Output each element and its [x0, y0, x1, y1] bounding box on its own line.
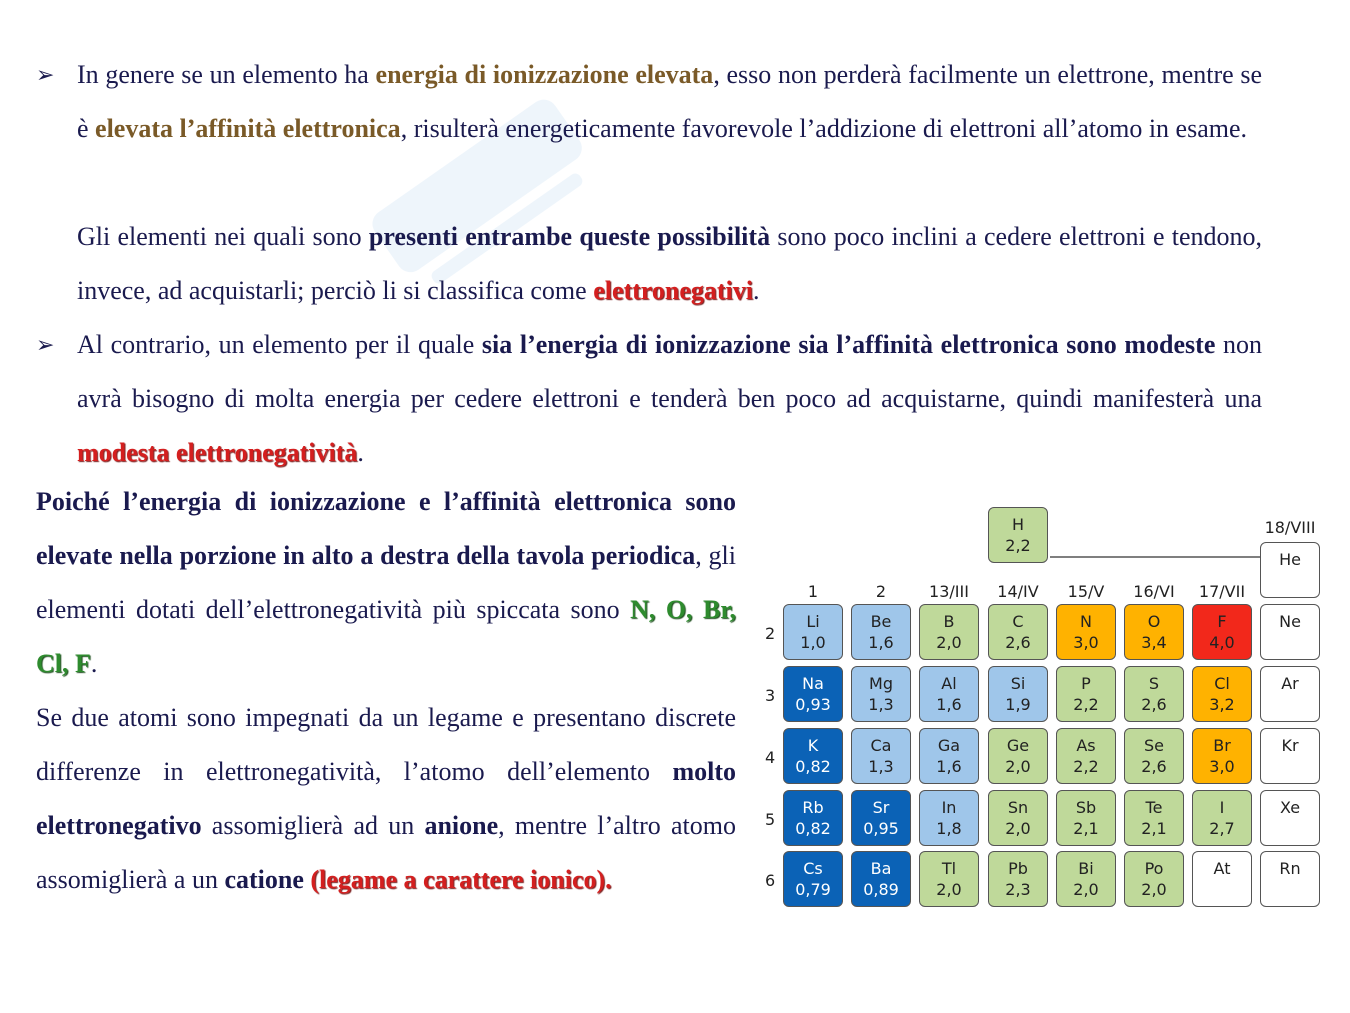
- element-electronegativity: 2,1: [1073, 819, 1099, 838]
- element-symbol: Ne: [1279, 612, 1301, 631]
- element-cell-te: [1124, 790, 1184, 846]
- element-cell-c: [988, 604, 1048, 660]
- element-cell-al: [919, 666, 979, 722]
- element-cell-rb: [783, 790, 843, 846]
- element-electronegativity: 0,82: [795, 757, 831, 776]
- element-symbol: As: [1076, 736, 1096, 755]
- element-electronegativity: 0,95: [863, 819, 899, 838]
- element-electronegativity: 2,6: [1141, 695, 1167, 714]
- element-electronegativity: 2,0: [1005, 757, 1031, 776]
- element-cell-ne: [1260, 604, 1320, 660]
- element-cell-cl: [1192, 666, 1252, 722]
- element-electronegativity: 2,1: [1141, 819, 1167, 838]
- element-electronegativity: 1,6: [936, 757, 962, 776]
- element-cell-f: [1192, 604, 1252, 660]
- element-symbol: N: [1080, 612, 1092, 631]
- element-symbol: C: [1012, 612, 1024, 631]
- element-cell-he: [1260, 542, 1320, 598]
- element-cell-as: [1056, 728, 1116, 784]
- element-symbol: Na: [802, 674, 824, 693]
- element-cell-br: [1192, 728, 1252, 784]
- element-symbol: Si: [1010, 674, 1026, 693]
- element-cell-rn: [1260, 851, 1320, 907]
- element-cell-se: [1124, 728, 1184, 784]
- element-cell-sr: [851, 790, 911, 846]
- element-cell-k: [783, 728, 843, 784]
- element-symbol: Be: [870, 612, 892, 631]
- element-symbol: Ar: [1281, 674, 1299, 693]
- element-cell-mg: [851, 666, 911, 722]
- element-cell-p: [1056, 666, 1116, 722]
- element-electronegativity: 2,0: [1141, 880, 1167, 899]
- element-symbol: Kr: [1281, 736, 1299, 755]
- group-header: 14/IV: [997, 582, 1039, 601]
- element-symbol: Ba: [870, 859, 892, 878]
- element-electronegativity: 2,0: [1005, 819, 1031, 838]
- period-label: 2: [765, 624, 776, 643]
- paragraph-tavola-periodica: Poiché l’energia di ionizzazione e l’affinità elettronica sono elevate nella porzione in alto a destra della tavola periodica, gli elementi dotati dell’elettronegatività più spiccata sono N, O, Br, Cl, F.: [36, 487, 736, 678]
- element-electronegativity: 1,8: [936, 819, 962, 838]
- element-symbol: Bi: [1078, 859, 1094, 878]
- element-cell-b: [919, 604, 979, 660]
- element-electronegativity: 2,2: [1073, 695, 1099, 714]
- group-header: 18/VIII: [1264, 518, 1316, 537]
- element-cell-cs: [783, 851, 843, 907]
- element-symbol: Sn: [1007, 798, 1029, 817]
- element-cell-tl: [919, 851, 979, 907]
- element-cell-h: [988, 507, 1048, 563]
- element-electronegativity: 2,7: [1209, 819, 1235, 838]
- element-electronegativity: 1,6: [868, 633, 894, 652]
- group-header: 15/V: [1067, 582, 1105, 601]
- element-electronegativity: 2,2: [1005, 536, 1031, 555]
- element-cell-ga: [919, 728, 979, 784]
- bullet-arrow-icon: ➢: [36, 332, 55, 357]
- element-electronegativity: 2,6: [1141, 757, 1167, 776]
- group-header: 13/III: [929, 582, 969, 601]
- element-cell-i: [1192, 790, 1252, 846]
- element-symbol: S: [1148, 674, 1160, 693]
- period-label: 6: [765, 871, 776, 890]
- element-cell-xe: [1260, 790, 1320, 846]
- element-cell-kr: [1260, 728, 1320, 784]
- element-cell-be: [851, 604, 911, 660]
- period-label: 3: [765, 686, 776, 705]
- group-header: 1: [807, 582, 819, 601]
- element-electronegativity: 3,2: [1209, 695, 1235, 714]
- element-cell-na: [783, 666, 843, 722]
- element-symbol: Mg: [869, 674, 893, 693]
- element-symbol: Tl: [941, 859, 957, 878]
- element-electronegativity: 2,0: [1073, 880, 1099, 899]
- element-electronegativity: 0,79: [795, 880, 831, 899]
- bullet-paragraph-1: In genere se un elemento ha energia di ionizzazione elevata, esso non perderà facilmente un elettrone, mentre se è elevata l’affinità elettronica, risulterà energeticamente favorevole l’addizione di elettroni all’atomo in esame.: [77, 60, 1263, 143]
- element-symbol: Br: [1213, 736, 1231, 755]
- element-cell-po: [1124, 851, 1184, 907]
- element-electronegativity: 0,82: [795, 819, 831, 838]
- element-cell-s: [1124, 666, 1184, 722]
- element-cell-pb: [988, 851, 1048, 907]
- element-cell-at: [1192, 851, 1252, 907]
- period-label: 4: [765, 748, 776, 767]
- element-symbol: Li: [806, 612, 820, 631]
- element-electronegativity: 1,9: [1005, 695, 1031, 714]
- group-header: 17/VII: [1198, 582, 1246, 601]
- element-symbol: Cl: [1214, 674, 1230, 693]
- group-header: 2: [875, 582, 887, 601]
- element-electronegativity: 3,4: [1141, 633, 1167, 652]
- element-electronegativity: 1,0: [800, 633, 826, 652]
- element-electronegativity: 2,0: [936, 880, 962, 899]
- element-symbol: Ca: [870, 736, 892, 755]
- element-symbol: Se: [1144, 736, 1164, 755]
- element-electronegativity: 3,0: [1073, 633, 1099, 652]
- element-cell-in: [919, 790, 979, 846]
- group-header: 16/VI: [1133, 582, 1175, 601]
- element-cell-ca: [851, 728, 911, 784]
- element-symbol: In: [941, 798, 957, 817]
- element-symbol: I: [1219, 798, 1225, 817]
- element-cell-sn: [988, 790, 1048, 846]
- element-symbol: Rn: [1279, 859, 1301, 878]
- element-symbol: K: [807, 736, 819, 755]
- element-symbol: B: [943, 612, 955, 631]
- element-cell-n: [1056, 604, 1116, 660]
- element-symbol: Sr: [872, 798, 890, 817]
- element-symbol: Sb: [1075, 798, 1097, 817]
- element-electronegativity: 2,6: [1005, 633, 1031, 652]
- element-symbol: F: [1217, 612, 1227, 631]
- element-electronegativity: 0,89: [863, 880, 899, 899]
- element-symbol: Al: [941, 674, 957, 693]
- element-symbol: Po: [1144, 859, 1164, 878]
- element-symbol: Rb: [802, 798, 824, 817]
- element-symbol: Xe: [1279, 798, 1301, 817]
- bullet-arrow-icon: ➢: [36, 62, 55, 87]
- element-electronegativity: 0,93: [795, 695, 831, 714]
- element-symbol: At: [1213, 859, 1231, 878]
- element-cell-si: [988, 666, 1048, 722]
- paragraph-elettronegativi: Gli elementi nei quali sono presenti entrambe queste possibilità sono poco inclini a cedere elettroni e tendono, invece, ad acquistarli; perciò li si classifica come elettronegativi.: [77, 222, 1263, 305]
- element-symbol: H: [1011, 515, 1025, 534]
- element-cell-bi: [1056, 851, 1116, 907]
- element-electronegativity: 2,3: [1005, 880, 1031, 899]
- element-cell-ar: [1260, 666, 1320, 722]
- element-electronegativity: 2,2: [1073, 757, 1099, 776]
- element-electronegativity: 1,3: [868, 695, 894, 714]
- period-label: 5: [765, 810, 776, 829]
- element-cell-sb: [1056, 790, 1116, 846]
- bullet-paragraph-2: Al contrario, un elemento per il quale sia l’energia di ionizzazione sia l’affinità elettronica sono modeste non avrà bisogno di molta energia per cedere elettroni e tenderà ben poco ad acquistarne, quindi manifesterà una modesta elettronegatività.: [77, 330, 1262, 467]
- element-symbol: He: [1279, 550, 1301, 569]
- element-electronegativity: 2,0: [936, 633, 962, 652]
- element-electronegativity: 4,0: [1209, 633, 1235, 652]
- element-electronegativity: 3,0: [1209, 757, 1235, 776]
- element-electronegativity: 1,6: [936, 695, 962, 714]
- element-symbol: Pb: [1008, 859, 1028, 878]
- paragraph-legame-ionico: Se due atomi sono impegnati da un legame e presentano discrete differenze in elettronegatività, l’atomo dell’elemento molto elettronegativo assomiglierà ad un anione, mentre l’altro atomo assomiglierà a un catione (legame a carattere ionico).: [36, 703, 737, 894]
- element-symbol: Ga: [937, 736, 961, 755]
- element-symbol: O: [1147, 612, 1161, 631]
- element-symbol: P: [1081, 674, 1091, 693]
- element-symbol: Ge: [1006, 736, 1030, 755]
- element-cell-o: [1124, 604, 1184, 660]
- element-symbol: Cs: [803, 859, 823, 878]
- element-cell-ge: [988, 728, 1048, 784]
- element-electronegativity: 1,3: [868, 757, 894, 776]
- element-cell-li: [783, 604, 843, 660]
- element-symbol: Te: [1145, 798, 1163, 817]
- element-cell-ba: [851, 851, 911, 907]
